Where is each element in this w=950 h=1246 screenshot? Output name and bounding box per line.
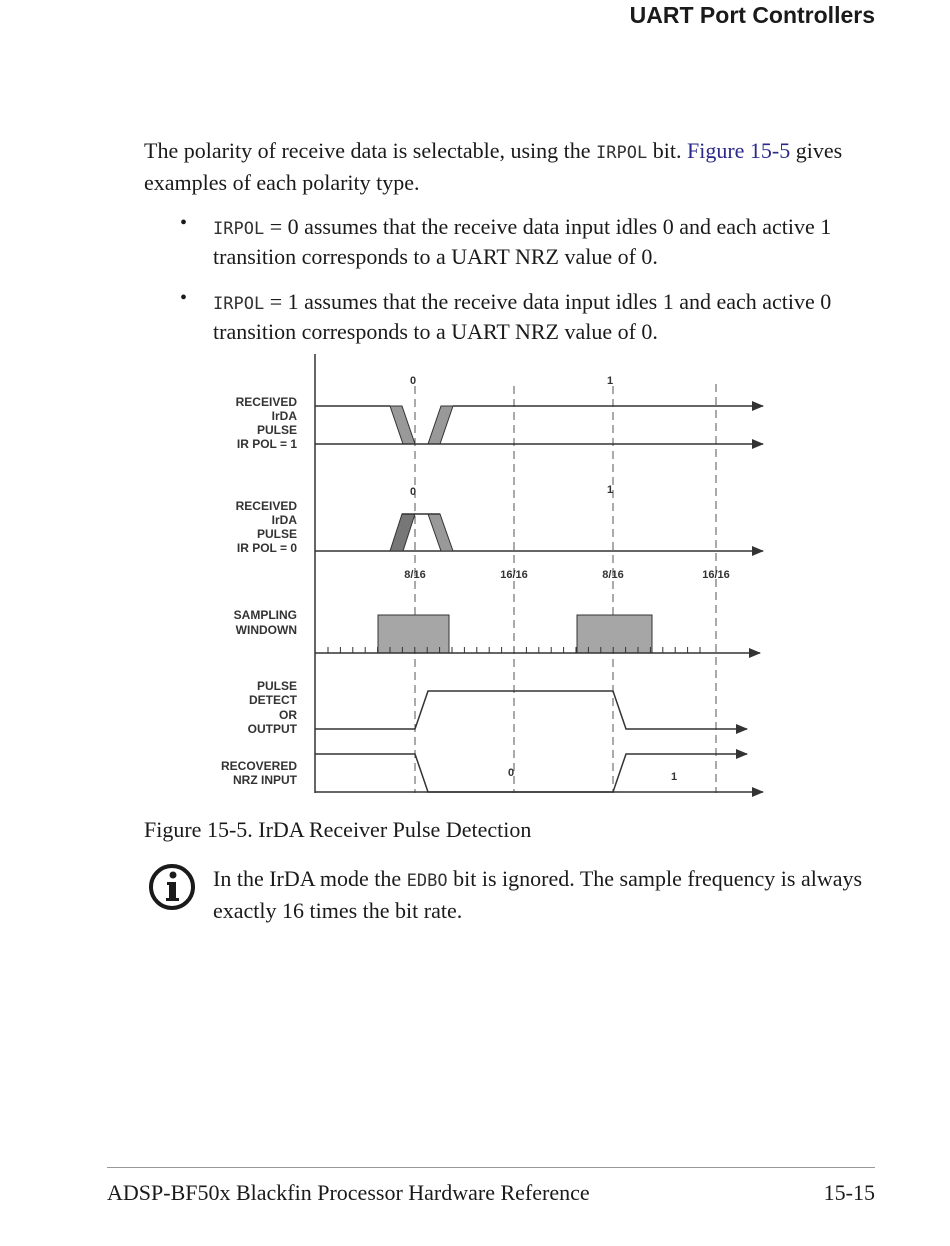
pulse-shape [390,406,415,444]
irpol-code: IRPOL [596,143,648,163]
bullet-code: IRPOL [213,219,265,239]
footer-divider [107,1167,875,1168]
intro-text-before: The polarity of receive data is selectable, using the [144,138,597,163]
info-icon [147,862,197,912]
intro-text-middle: bit. [647,138,687,163]
tick-label: 8/16 [602,569,624,581]
bit-label: 1 [606,484,614,496]
row-label: RECEIVED IrDA PULSE IR POL = 1 [235,395,297,451]
note-text [213,864,873,925]
pulse-detect-signal [315,691,747,729]
footer-title: ADSP-BF50x Blackfin Processor Hardware Reference [107,1180,590,1205]
bullet-text: = 1 assumes that the receive data input idles 1 and each active 0 transition corresponds to a UART NRZ value of 0. [213,289,832,344]
bullet-marker: • [180,287,188,309]
row-label: PULSE DETECT OR OUTPUT [247,679,297,736]
note-text-after: bit is ignored. The sample frequency is always exactly 16 times the bit rate. [213,866,863,923]
row-label: RECOVERED NRZ INPUT [220,759,297,787]
nrz-signal-low [315,754,747,792]
row-label: SAMPLING WINDOWN [233,608,297,637]
figure-caption: Figure 15-5. IrDA Receiver Pulse Detection [144,817,532,842]
bit-label: 0 [409,486,417,498]
row-label: RECEIVED IrDA PULSE IR POL = 0 [235,499,297,555]
bullet-marker: • [180,212,188,234]
note-text-before: In the IrDA mode the [213,866,407,891]
edbo-code: EDBO [406,871,448,891]
intro-text-after: gives examples of each polarity type. [144,138,843,195]
nrz-label: 1 [670,771,678,783]
tick-label: 16/16 [500,569,528,581]
tick-label: 8/16 [404,569,426,581]
page-header-title: UART Port Controllers [629,2,875,28]
tick-label: 16/16 [702,569,730,581]
bit-label: 1 [606,375,614,387]
nrz-label: 0 [507,767,515,779]
pulse-shape [428,514,453,551]
page-number: 15-15 [823,1180,875,1205]
bit-label: 0 [409,375,417,387]
sampling-window [378,615,449,653]
pulse-shape [428,406,453,444]
bullet-text: = 0 assumes that the receive data input idles 0 and each active 1 transition corresponds to a UART NRZ value of 0. [213,214,832,269]
bullet-code: IRPOL [213,294,265,314]
figure-link[interactable]: Figure 15-5 [686,138,791,163]
pulse-shape [390,514,415,551]
